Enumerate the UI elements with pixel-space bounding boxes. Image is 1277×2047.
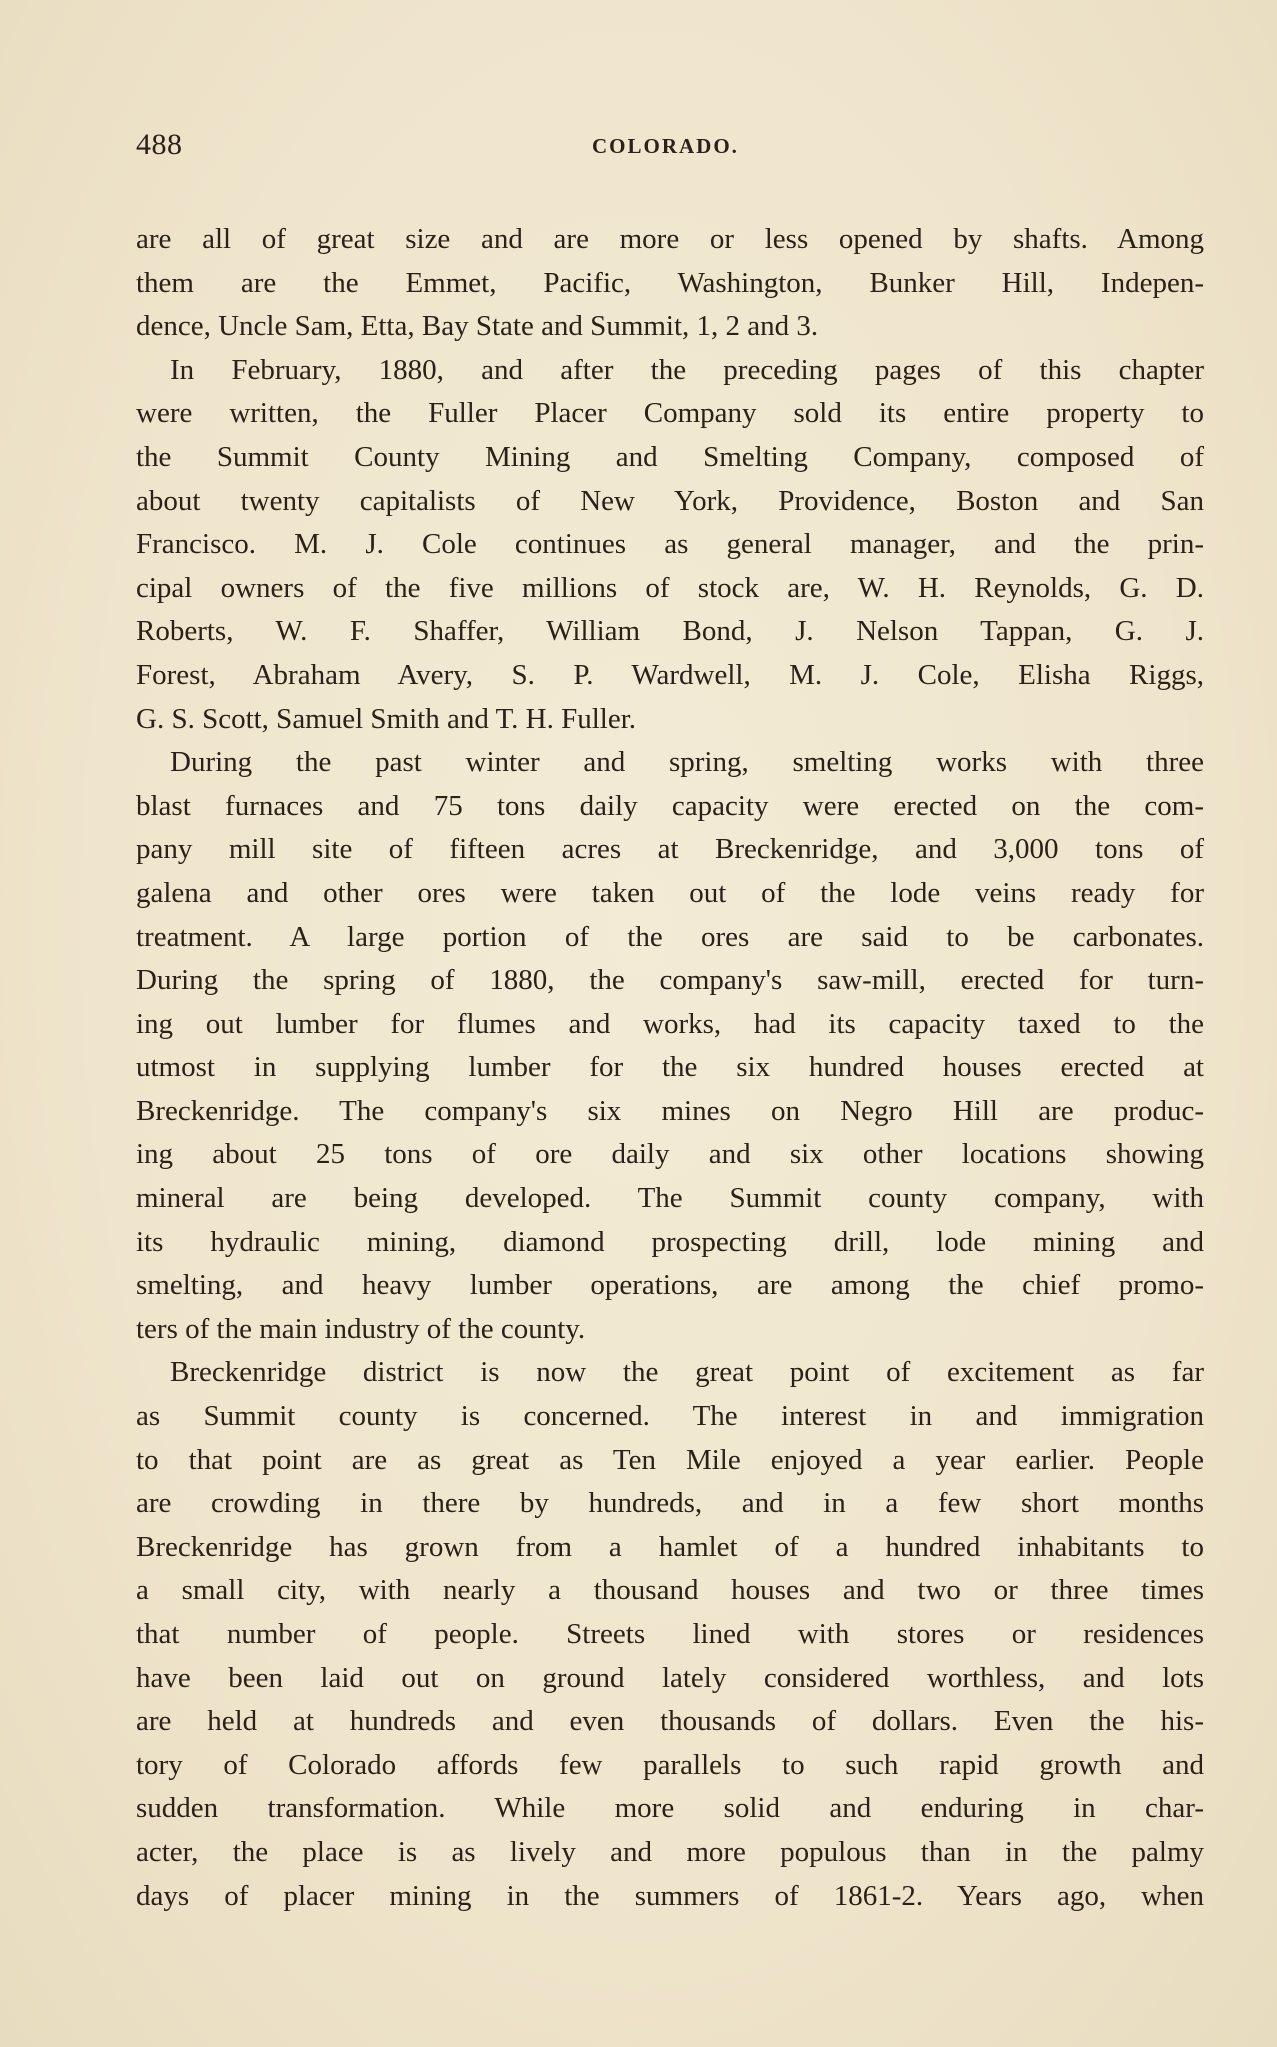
text-line: ters of the main industry of the county.: [136, 1312, 586, 1345]
text-line: tory of Colorado affords few parallels to such rapid growth and: [136, 1748, 1204, 1781]
text-line: blast furnaces and 75 tons daily capacity were erected on the com-: [136, 789, 1204, 822]
text-line: to that point are as great as Ten Mile enjoyed a year earlier. People: [136, 1443, 1204, 1476]
text-line: about twenty capitalists of New York, Providence, Boston and San: [136, 484, 1204, 517]
text-line: mineral are being developed. The Summit county company, with: [136, 1182, 1204, 1215]
text-line: ing out lumber for flumes and works, had its capacity taxed to the: [136, 1007, 1204, 1040]
body-text: [136, 218, 1204, 1918]
text-line: During the spring of 1880, the company's saw-mill, erected for turn-: [136, 964, 1204, 997]
text-line: sudden transformation. While more solid and enduring in char-: [136, 1792, 1204, 1825]
text-line: Breckenridge has grown from a hamlet of a hundred inhabitants to: [136, 1530, 1204, 1563]
text-line: are crowding in there by hundreds, and in a few short months: [136, 1487, 1204, 1520]
text-line: pany mill site of fifteen acres at Breckenridge, and 3,000 tons of: [136, 833, 1204, 866]
text-line: them are the Emmet, Pacific, Washington, Bunker Hill, Indepen-: [136, 266, 1204, 299]
text-line: In February, 1880, and after the preceding pages of this chapter: [170, 353, 1204, 386]
text-line: are all of great size and are more or less opened by shafts. Among: [136, 223, 1204, 255]
text-line: its hydraulic mining, diamond prospecting drill, lode mining and: [136, 1225, 1204, 1258]
text-line: days of placer mining in the summers of 1861-2. Years ago, when: [136, 1879, 1204, 1912]
text-line: as Summit county is concerned. The interest in and immigration: [136, 1400, 1204, 1433]
text-line: the Summit County Mining and Smelting Company, composed of: [136, 440, 1204, 473]
text-line: Breckenridge. The company's six mines on Negro Hill are produc-: [136, 1094, 1204, 1127]
running-head: [136, 128, 1204, 168]
text-line: cipal owners of the five millions of stock are, W. H. Reynolds, G. D.: [136, 571, 1204, 604]
text-line: treatment. A large portion of the ores are said to be carbonates.: [136, 920, 1204, 953]
text-line: smelting, and heavy lumber operations, are among the chief promo-: [136, 1269, 1204, 1302]
text-line: Forest, Abraham Avery, S. P. Wardwell, M. J. Cole, Elisha Riggs,: [136, 658, 1204, 691]
text-line: During the past winter and spring, smelting works with three: [170, 746, 1204, 779]
text-line: dence, Uncle Sam, Etta, Bay State and Summit, 1, 2 and 3.: [136, 310, 819, 343]
text-line: a small city, with nearly a thousand houses and two or three times: [136, 1574, 1204, 1607]
text-line: that number of people. Streets lined with stores or residences: [136, 1618, 1204, 1650]
page-number: 488: [136, 128, 183, 161]
text-line: Francisco. M. J. Cole continues as general manager, and the prin-: [136, 528, 1204, 561]
text-line: ing about 25 tons of ore daily and six other locations showing: [136, 1138, 1204, 1171]
text-line: G. S. Scott, Samuel Smith and T. H. Fuller.: [136, 702, 636, 735]
text-line: have been laid out on ground lately considered worthless, and lots: [136, 1661, 1204, 1694]
text-line: utmost in supplying lumber for the six hundred houses erected at: [136, 1051, 1204, 1084]
text-line: are held at hundreds and even thousands of dollars. Even the his-: [136, 1705, 1204, 1738]
text-line: were written, the Fuller Placer Company sold its entire property to: [136, 397, 1204, 430]
running-title: COLORADO.: [592, 134, 739, 158]
text-line: acter, the place is as lively and more populous than in the palmy: [136, 1835, 1204, 1868]
text-line: Roberts, W. F. Shaffer, William Bond, J. Nelson Tappan, G. J.: [136, 615, 1204, 648]
text-line: galena and other ores were taken out of the lode veins ready for: [136, 876, 1204, 909]
text-line: Breckenridge district is now the great point of excitement as far: [170, 1356, 1204, 1389]
